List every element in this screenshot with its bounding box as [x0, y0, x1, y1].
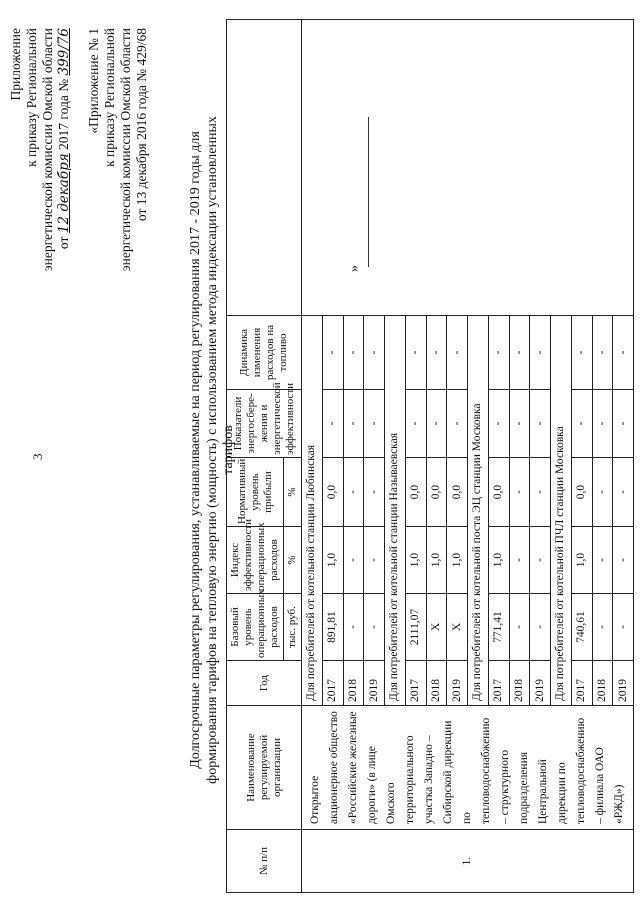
cell-year: 2017 [322, 661, 343, 706]
cell-year: 2017 [405, 661, 426, 706]
cell-profit: 0,0 [488, 458, 509, 527]
page-number: 3 [30, 453, 45, 460]
cell-index: 1,0 [426, 527, 447, 594]
appendix-line: «Приложение № 1 [86, 28, 101, 134]
cell-base: - [530, 594, 551, 661]
appendix-line: к приказу Региональной [102, 28, 117, 167]
cell-energy: - [613, 390, 634, 458]
cell-profit: - [530, 458, 551, 527]
cell-energy: - [488, 390, 509, 458]
section-row [302, 20, 323, 893]
unit-index: % [284, 527, 302, 594]
cell-dynamics: - [571, 316, 592, 390]
cell-profit: - [592, 458, 613, 527]
cell-profit: - [364, 458, 385, 527]
document-title: Долгосрочные параметры регулирования, устанавливаемые на период регулирования 2017 - 2019 годы для формирования тарифов на тепловую энергию (мощность) с использованием метода индексации установленных тарифов [188, 116, 236, 784]
cell-index: 1,0 [571, 527, 592, 594]
section-label: Для потребителей от котельной станции Называевская [385, 316, 406, 706]
cell-base: 2111,07 [405, 594, 426, 661]
cell-index: - [530, 527, 551, 594]
header-num: № п/п [227, 830, 302, 893]
cell-index: - [592, 527, 613, 594]
header-energy-saving: Показатели энергосбере-жения и энергетической эффективности [227, 390, 302, 458]
cell-energy: - [571, 390, 592, 458]
row-number: 1. [302, 830, 634, 893]
table-header-row [227, 20, 284, 893]
cell-dynamics: - [405, 316, 426, 390]
cell-profit: - [343, 458, 364, 527]
closing-rule [368, 117, 369, 267]
cell-profit: 0,0 [571, 458, 592, 527]
cell-index: 1,0 [405, 527, 426, 594]
closing-quote: » [347, 265, 362, 272]
cell-index: - [343, 527, 364, 594]
cell-year: 2018 [426, 661, 447, 706]
header-line: энергетической комиссии Омской области [40, 28, 55, 272]
cell-energy: - [426, 390, 447, 458]
cell-profit: 0,0 [426, 458, 447, 527]
cell-year: 2017 [571, 661, 592, 706]
handwritten-date: 12 декабря [56, 153, 72, 234]
cell-index: - [364, 527, 385, 594]
section-label: Для потребителей от котельной ПЧЛ станции Московка [551, 316, 572, 706]
header-fuel-dynamics: Динамика изменения расходов на топливо [227, 316, 302, 390]
cell-dynamics: - [509, 316, 530, 390]
cell-dynamics: - [447, 316, 468, 390]
section-label: Для потребителей от котельной станции Любинская [302, 316, 323, 706]
date-prefix: от [56, 236, 71, 250]
cell-profit: 0,0 [405, 458, 426, 527]
header-organization: Наименование регулируемой организации [227, 706, 302, 830]
cell-dynamics: - [322, 316, 343, 390]
cell-year: 2017 [488, 661, 509, 706]
header-base-costs: Базовый уровень операционных расходов [227, 594, 284, 661]
cell-year: 2019 [530, 661, 551, 706]
handwritten-order-number: 399/76 [56, 28, 72, 76]
cell-energy: - [405, 390, 426, 458]
cell-base: X [426, 594, 447, 661]
cell-index: - [613, 527, 634, 594]
cell-energy: - [343, 390, 364, 458]
cell-energy: - [447, 390, 468, 458]
parameters-table [226, 19, 634, 893]
cell-profit: 0,0 [322, 458, 343, 527]
cell-energy: - [530, 390, 551, 458]
header-year: Год [227, 661, 302, 706]
appendix-line: энергетической комиссии Омской области [118, 28, 133, 272]
cell-energy: - [322, 390, 343, 458]
appendix-line: от 13 декабря 2016 года № 429/68 [134, 28, 149, 222]
header-efficiency-index: Индекс эффективности операционных расходов [227, 527, 284, 594]
appendix-reference [86, 28, 150, 388]
cell-index: 1,0 [488, 527, 509, 594]
cell-dynamics: - [426, 316, 447, 390]
order-date-line [56, 28, 72, 388]
cell-dynamics: - [343, 316, 364, 390]
cell-base: - [509, 594, 530, 661]
order-header [8, 28, 72, 388]
cell-dynamics: - [364, 316, 385, 390]
cell-index: 1,0 [447, 527, 468, 594]
cell-base: X [447, 594, 468, 661]
cell-year: 2019 [364, 661, 385, 706]
cell-base: 771,41 [488, 594, 509, 661]
cell-profit: - [509, 458, 530, 527]
cell-base: - [613, 594, 634, 661]
cell-dynamics: - [613, 316, 634, 390]
cell-year: 2018 [592, 661, 613, 706]
cell-year: 2019 [447, 661, 468, 706]
cell-dynamics: - [488, 316, 509, 390]
cell-energy: - [592, 390, 613, 458]
cell-profit: - [613, 458, 634, 527]
header-line: к приказу Региональной [24, 28, 39, 167]
cell-energy: - [509, 390, 530, 458]
cell-year: 2018 [509, 661, 530, 706]
section-label: Для потребителей от котельной поста ЭЦ станции Московка [468, 316, 489, 706]
cell-dynamics: - [530, 316, 551, 390]
cell-year: 2018 [343, 661, 364, 706]
date-year: 2017 года № [56, 78, 71, 154]
header-line: Приложение [8, 28, 23, 101]
cell-index: - [509, 527, 530, 594]
cell-base: - [343, 594, 364, 661]
cell-profit: 0,0 [447, 458, 468, 527]
cell-base: - [592, 594, 613, 661]
cell-dynamics: - [592, 316, 613, 390]
cell-index: 1,0 [322, 527, 343, 594]
header-empty [227, 20, 302, 316]
header-profit: Нормативный уровень прибыли [227, 458, 284, 527]
organization-name: Открытое акционерное общество «Российские железные дороги» (в лице Омского территориального участка Западно – Сибирской дирекции по тепловодоснабжению – структурного подразделения Центральной дирекции по тепловодоснабжению – филиала ОАО «РЖД») [302, 706, 634, 830]
cell-energy: - [364, 390, 385, 458]
cell-base: 891,81 [322, 594, 343, 661]
cell-base: 740,61 [571, 594, 592, 661]
cell-base: - [364, 594, 385, 661]
unit-base: тыс. руб. [284, 594, 302, 661]
unit-profit: % [284, 458, 302, 527]
cell-year: 2019 [613, 661, 634, 706]
